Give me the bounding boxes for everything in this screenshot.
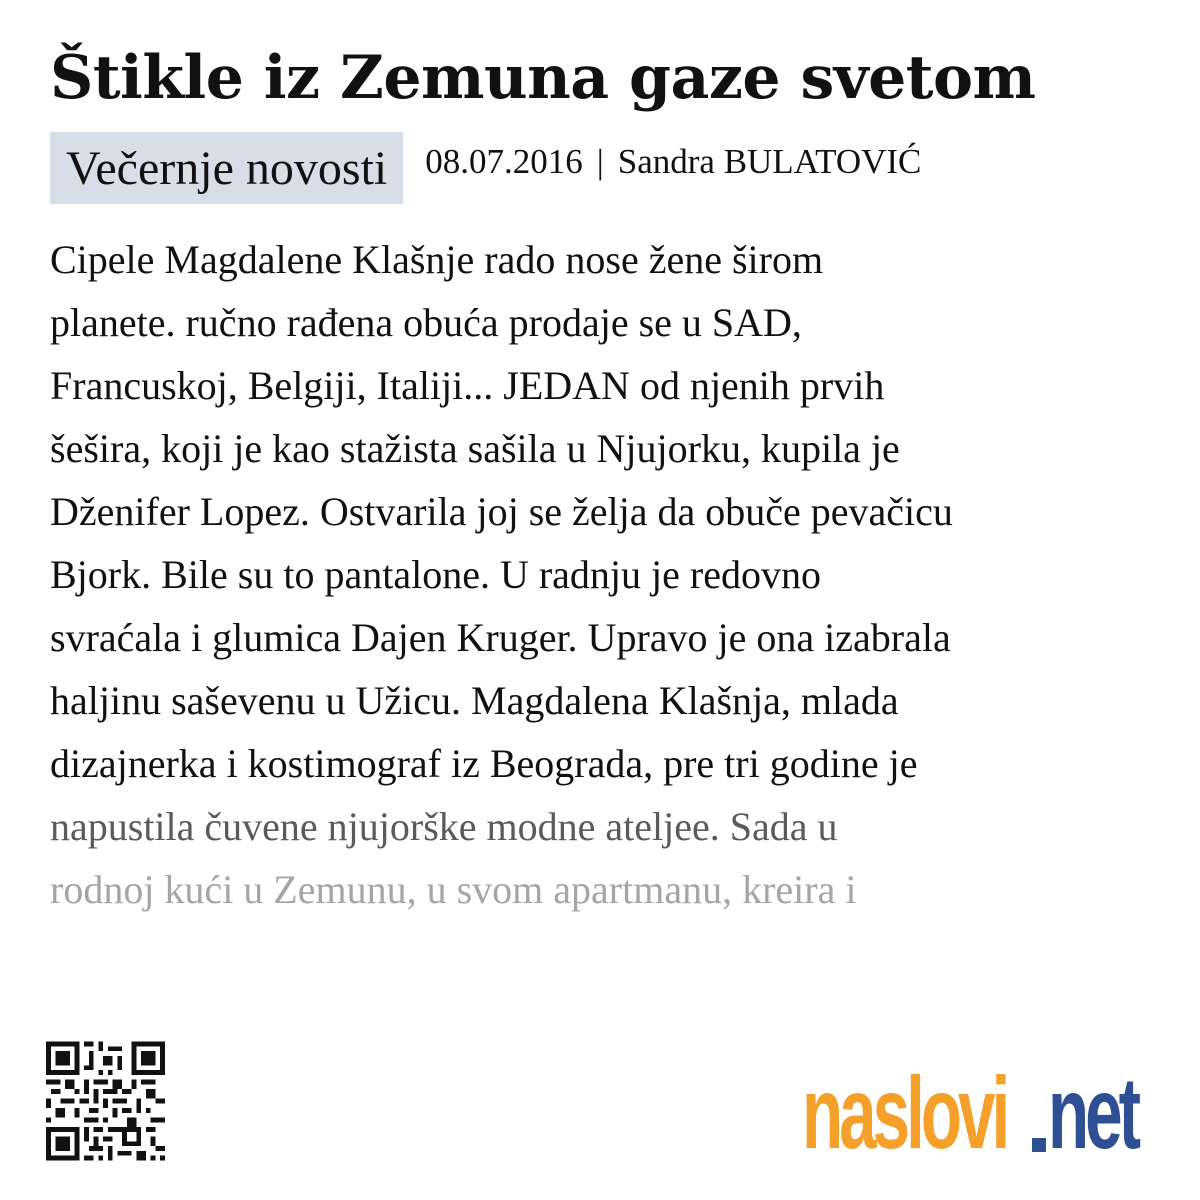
byline — [425, 142, 921, 194]
naslovi-net-logo[interactable] — [802, 1056, 1138, 1170]
article-line: rodnoj kući u Zemunu, u svom apartmanu, kreira i — [50, 867, 857, 912]
article-line: napustila čuvene njujorške modne ateljee. Sada u — [50, 804, 838, 849]
article-line: planete. ručno rađena obuća prodaje se u SAD, — [50, 300, 802, 345]
article-line: haljinu saševenu u Užicu. Magdalena Klašnja, mlada — [50, 678, 899, 723]
article-line: svraćala i glumica Dajen Kruger. Upravo je ona izabrala — [50, 615, 951, 660]
article-body — [50, 228, 1160, 921]
article-line: Cipele Magdalene Klašnje rado nose žene širom — [50, 237, 824, 282]
byline-separator: | — [596, 142, 604, 181]
article-line: dizajnerka i kostimograf iz Beograda, pre tri godine je — [50, 741, 918, 786]
article-meta — [50, 132, 921, 204]
article-line: šešira, koji je kao stažista sašila u Njujorku, kupila je — [50, 426, 900, 471]
article-line: Dženifer Lopez. Ostvarila joj se želja da obuče pevačicu — [50, 489, 953, 534]
logo-name: naslovi — [802, 1056, 1007, 1170]
logo-tld: net — [1048, 1056, 1138, 1170]
source-badge: Večernje novosti — [50, 132, 403, 204]
author-name: Sandra BULATOVIĆ — [617, 142, 922, 181]
qr-code-icon[interactable] — [46, 1038, 165, 1164]
article-line: Bjork. Bile su to pantalone. U radnju je redovno — [50, 552, 821, 597]
logo-dot — [1032, 1138, 1046, 1152]
publish-date: 08.07.2016 — [425, 142, 583, 181]
article-line: Francuskoj, Belgiji, Italiji... JEDAN od njenih prvih — [50, 363, 885, 408]
article-title: Štikle iz Zemuna gaze svetom — [50, 43, 1036, 113]
